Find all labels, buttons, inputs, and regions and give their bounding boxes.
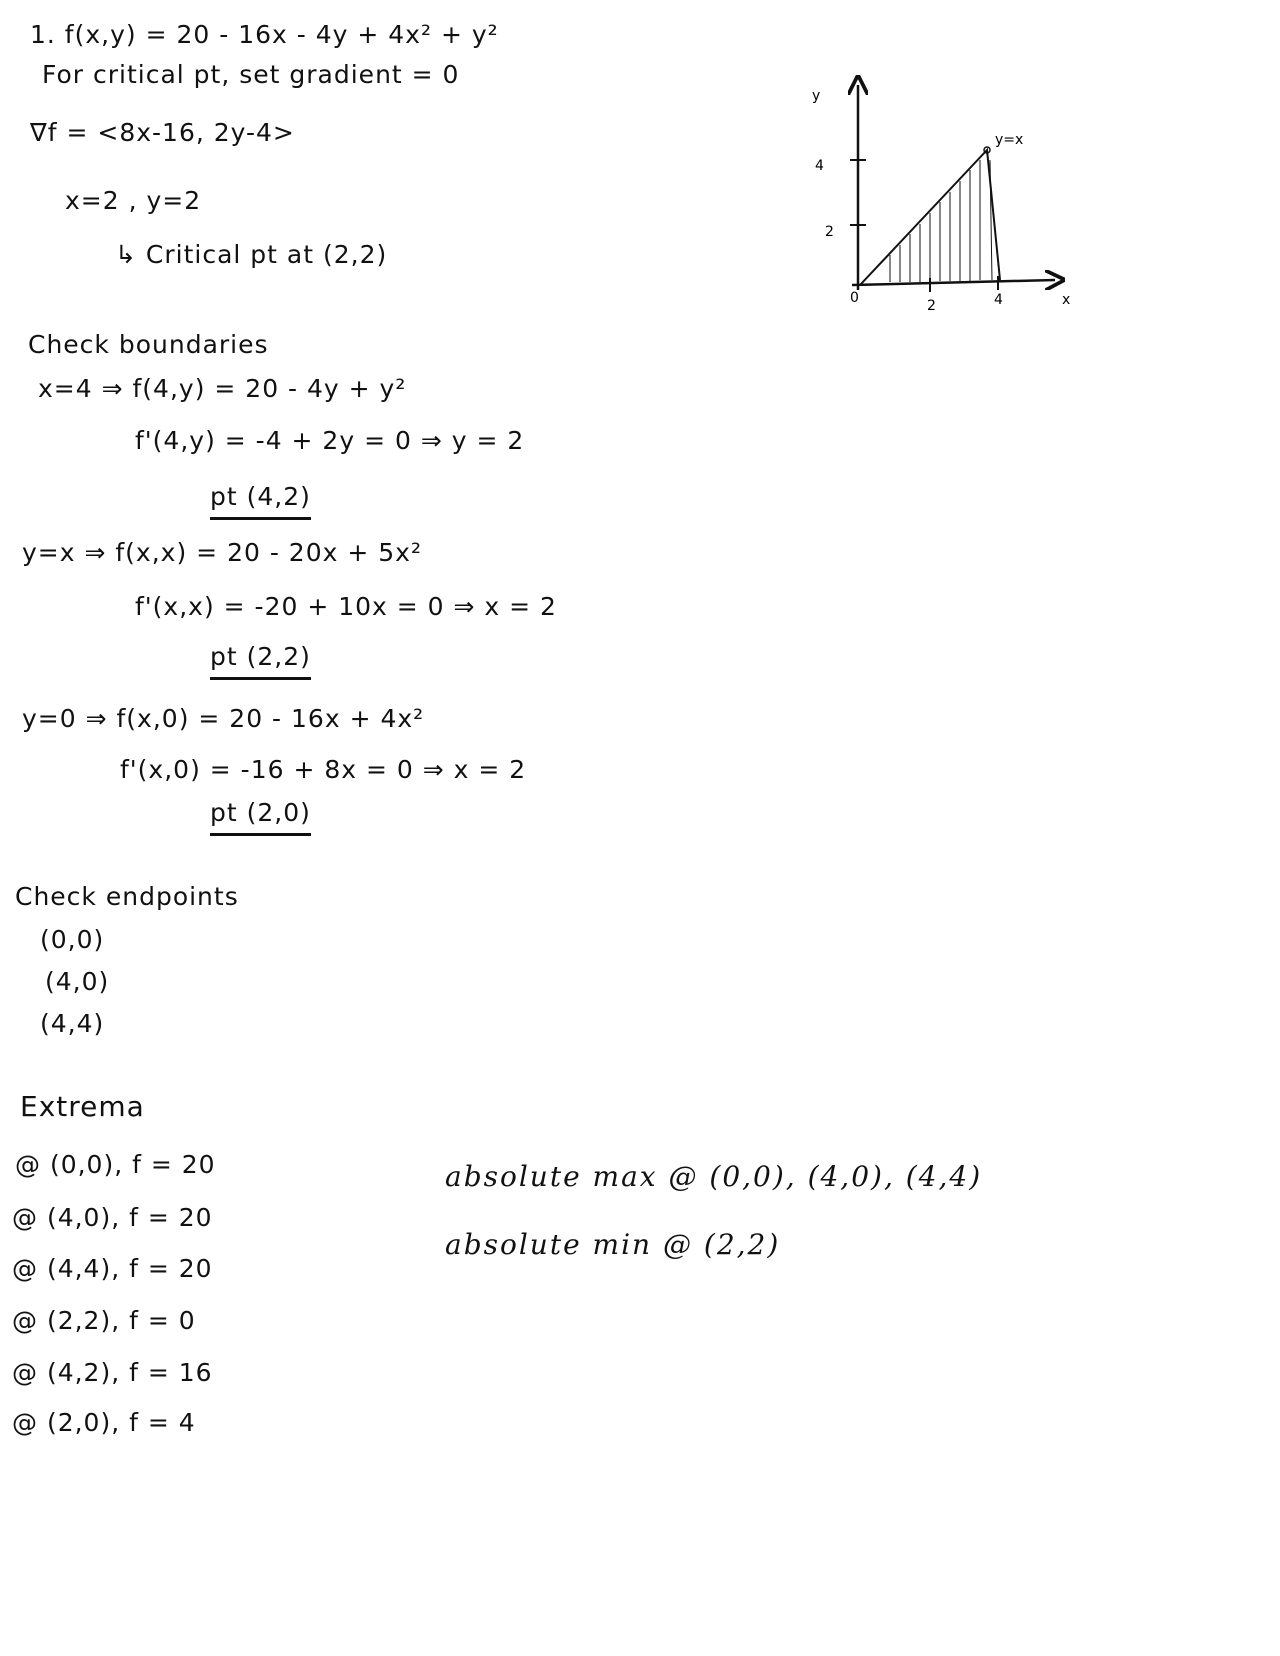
boundary-line: f'(x,x) = -20 + 10x = 0 ⇒ x = 2 — [135, 592, 557, 621]
endpoints-heading: Check endpoints — [15, 882, 239, 911]
x-tick-2: 2 — [927, 298, 936, 314]
endpoint: (4,0) — [45, 967, 110, 996]
extrema-row: @ (4,0), f = 20 — [12, 1203, 213, 1232]
region-graph — [800, 70, 1090, 330]
boundaries-heading: Check boundaries — [28, 330, 269, 359]
x-axis-label: x — [1062, 292, 1071, 308]
boundary-point: pt (4,2) — [210, 482, 311, 520]
boundary-point: pt (2,2) — [210, 642, 311, 680]
solution: x=2 , y=2 — [65, 186, 202, 215]
boundary-line: f'(x,0) = -16 + 8x = 0 ⇒ x = 2 — [120, 755, 527, 784]
gradient: ∇f = <8x-16, 2y-4> — [30, 118, 295, 147]
boundary-line: y=x ⇒ f(x,x) = 20 - 20x + 5x² — [22, 538, 422, 567]
problem-function: 1. f(x,y) = 20 - 16x - 4y + 4x² + y² — [30, 20, 499, 49]
extrema-row: @ (2,0), f = 4 — [12, 1408, 196, 1437]
x-tick-0: 0 — [850, 290, 859, 306]
line-label: y=x — [995, 132, 1024, 148]
extrema-row: @ (2,2), f = 0 — [12, 1306, 196, 1335]
boundary-line: f'(4,y) = -4 + 2y = 0 ⇒ y = 2 — [135, 426, 525, 455]
hatching — [890, 160, 992, 282]
boundary-line: x=4 ⇒ f(4,y) = 20 - 4y + y² — [38, 374, 407, 403]
extrema-row: @ (4,4), f = 20 — [12, 1254, 213, 1283]
boundary-point: pt (2,0) — [210, 798, 311, 836]
critical-point: ↳ Critical pt at (2,2) — [115, 240, 388, 269]
absolute-min: absolute min @ (2,2) — [445, 1228, 781, 1261]
boundary-line: y=0 ⇒ f(x,0) = 20 - 16x + 4x² — [22, 704, 425, 733]
absolute-max: absolute max @ (0,0), (4,0), (4,4) — [445, 1160, 983, 1193]
endpoint: (0,0) — [40, 925, 105, 954]
extrema-row: @ (0,0), f = 20 — [15, 1150, 216, 1179]
x-axis — [852, 280, 1055, 285]
extrema-row: @ (4,2), f = 16 — [12, 1358, 213, 1387]
y-tick-4: 4 — [815, 158, 824, 174]
y-axis-label: y — [812, 88, 821, 104]
y-tick-2: 2 — [825, 224, 834, 240]
x-tick-4: 4 — [994, 292, 1003, 308]
instruction: For critical pt, set gradient = 0 — [42, 60, 460, 89]
extrema-heading: Extrema — [20, 1090, 145, 1123]
endpoint: (4,4) — [40, 1009, 105, 1038]
